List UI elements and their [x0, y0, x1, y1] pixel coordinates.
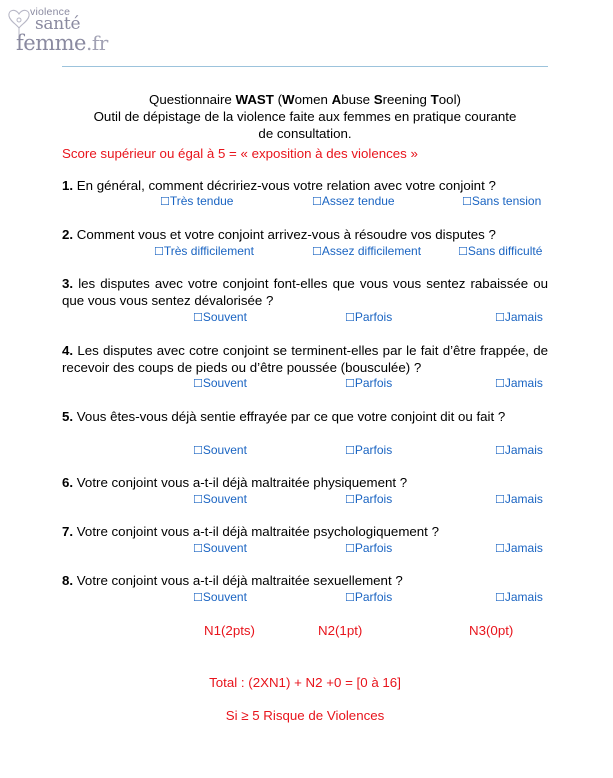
page-title: Questionnaire WAST (Women Abuse Sreening Tool): [149, 92, 461, 107]
question-6-options: [62, 492, 548, 506]
checkbox-icon[interactable]: ☐: [160, 195, 170, 208]
checkbox-icon[interactable]: ☐: [193, 311, 203, 324]
option-sans-difficulte[interactable]: ☐Sans difficulté: [458, 244, 543, 258]
option-souvent[interactable]: ☐Souvent: [193, 376, 247, 390]
checkbox-icon[interactable]: ☐: [345, 377, 355, 390]
option-souvent[interactable]: ☐Souvent: [193, 443, 247, 457]
checkbox-icon[interactable]: ☐: [193, 444, 203, 457]
checkbox-icon[interactable]: ☐: [312, 245, 322, 258]
option-parfois[interactable]: ☐Parfois: [345, 492, 393, 506]
subtitle-line-1: Outil de dépistage de la violence faite aux femmes en pratique courante: [93, 109, 517, 124]
checkbox-icon[interactable]: ☐: [495, 591, 505, 604]
logo-line-sante: santé: [35, 14, 81, 34]
question-3-options: [62, 310, 548, 324]
checkbox-icon[interactable]: ☐: [462, 195, 472, 208]
option-assez-difficilement[interactable]: ☐Assez difficilement: [312, 244, 422, 258]
question-4-options: [62, 376, 548, 390]
checkbox-icon[interactable]: ☐: [193, 542, 203, 555]
option-parfois[interactable]: ☐Parfois: [345, 590, 393, 604]
question-1: 1. En général, comment décririez-vous votre relation avec votre conjoint ?: [62, 178, 496, 193]
checkbox-icon[interactable]: ☐: [312, 195, 322, 208]
logo-line-femme: femme.fr: [16, 31, 108, 55]
checkbox-icon[interactable]: ☐: [495, 444, 505, 457]
checkbox-icon[interactable]: ☐: [495, 377, 505, 390]
total-formula: Total : (2XN1) + N2 +0 = [0 à 16]: [209, 675, 401, 690]
score-note: Score supérieur ou égal à 5 = « exposition à des violences »: [62, 146, 418, 161]
option-tres-tendue[interactable]: ☐Très tendue: [160, 194, 234, 208]
question-2: 2. Comment vous et votre conjoint arrivez-vous à résoudre vos disputes ?: [62, 227, 496, 242]
question-7: 7. Votre conjoint vous a-t-il déjà maltraitée psychologiquement ?: [62, 524, 439, 539]
logo-line-violence: violence: [30, 6, 71, 18]
question-6: 6. Votre conjoint vous a-t-il déjà maltraitée physiquement ?: [62, 475, 408, 490]
question-2-options: [62, 244, 548, 258]
question-8-options: [62, 590, 548, 604]
option-jamais[interactable]: ☐Jamais: [495, 590, 543, 604]
question-1-options: [62, 194, 548, 208]
question-8: 8. Votre conjoint vous a-t-il déjà maltraitée sexuellement ?: [62, 573, 403, 588]
site-logo: [6, 4, 136, 54]
option-sans-tension[interactable]: ☐Sans tension: [462, 194, 542, 208]
checkbox-icon[interactable]: ☐: [193, 591, 203, 604]
checkbox-icon[interactable]: ☐: [458, 245, 468, 258]
question-5-options: [62, 443, 548, 457]
checkbox-icon[interactable]: ☐: [193, 493, 203, 506]
checkbox-icon[interactable]: ☐: [193, 377, 203, 390]
checkbox-icon[interactable]: ☐: [495, 542, 505, 555]
question-7-options: [62, 541, 548, 555]
checkbox-icon[interactable]: ☐: [345, 542, 355, 555]
option-jamais[interactable]: ☐Jamais: [495, 376, 543, 390]
checkbox-icon[interactable]: ☐: [345, 493, 355, 506]
risk-threshold: Si ≥ 5 Risque de Violences: [225, 708, 385, 723]
option-souvent[interactable]: ☐Souvent: [193, 310, 247, 324]
checkbox-icon[interactable]: ☐: [495, 311, 505, 324]
option-jamais[interactable]: ☐Jamais: [495, 492, 543, 506]
option-jamais[interactable]: ☐Jamais: [495, 310, 543, 324]
score-n2: N2(1pt): [318, 623, 363, 638]
checkbox-icon[interactable]: ☐: [495, 493, 505, 506]
option-parfois[interactable]: ☐Parfois: [345, 541, 393, 555]
question-5: 5. Vous êtes-vous déjà sentie effrayée par ce que votre conjoint dit ou fait ?: [62, 409, 506, 424]
checkbox-icon[interactable]: ☐: [345, 591, 355, 604]
option-assez-tendue[interactable]: ☐Assez tendue: [312, 194, 395, 208]
score-n1: N1(2pts): [204, 623, 255, 638]
checkbox-icon[interactable]: ☐: [345, 444, 355, 457]
checkbox-icon[interactable]: ☐: [345, 311, 355, 324]
option-tres-difficilement[interactable]: ☐Très difficilement: [154, 244, 254, 258]
question-4: 4. Les disputes avec cotre conjoint se terminent-elles par le fait d’être frappée, de recevoir des coups de pieds ou d’être poussée (bousculée) ?: [62, 343, 549, 375]
option-parfois[interactable]: ☐Parfois: [345, 443, 393, 457]
checkbox-icon[interactable]: ☐: [154, 245, 164, 258]
header-divider: [62, 66, 548, 67]
option-parfois[interactable]: ☐Parfois: [345, 376, 393, 390]
option-parfois[interactable]: ☐Parfois: [345, 310, 393, 324]
subtitle-line-2: de consultation.: [258, 126, 352, 141]
option-souvent[interactable]: ☐Souvent: [193, 541, 247, 555]
option-jamais[interactable]: ☐Jamais: [495, 541, 543, 555]
option-jamais[interactable]: ☐Jamais: [495, 443, 543, 457]
option-souvent[interactable]: ☐Souvent: [193, 590, 247, 604]
question-3: 3. les disputes avec votre conjoint font-elles que vous vous sentez rabaissée ou que vous vous sentez dévalorisée ?: [62, 276, 549, 308]
option-souvent[interactable]: ☐Souvent: [193, 492, 247, 506]
score-n3: N3(0pt): [469, 623, 514, 638]
